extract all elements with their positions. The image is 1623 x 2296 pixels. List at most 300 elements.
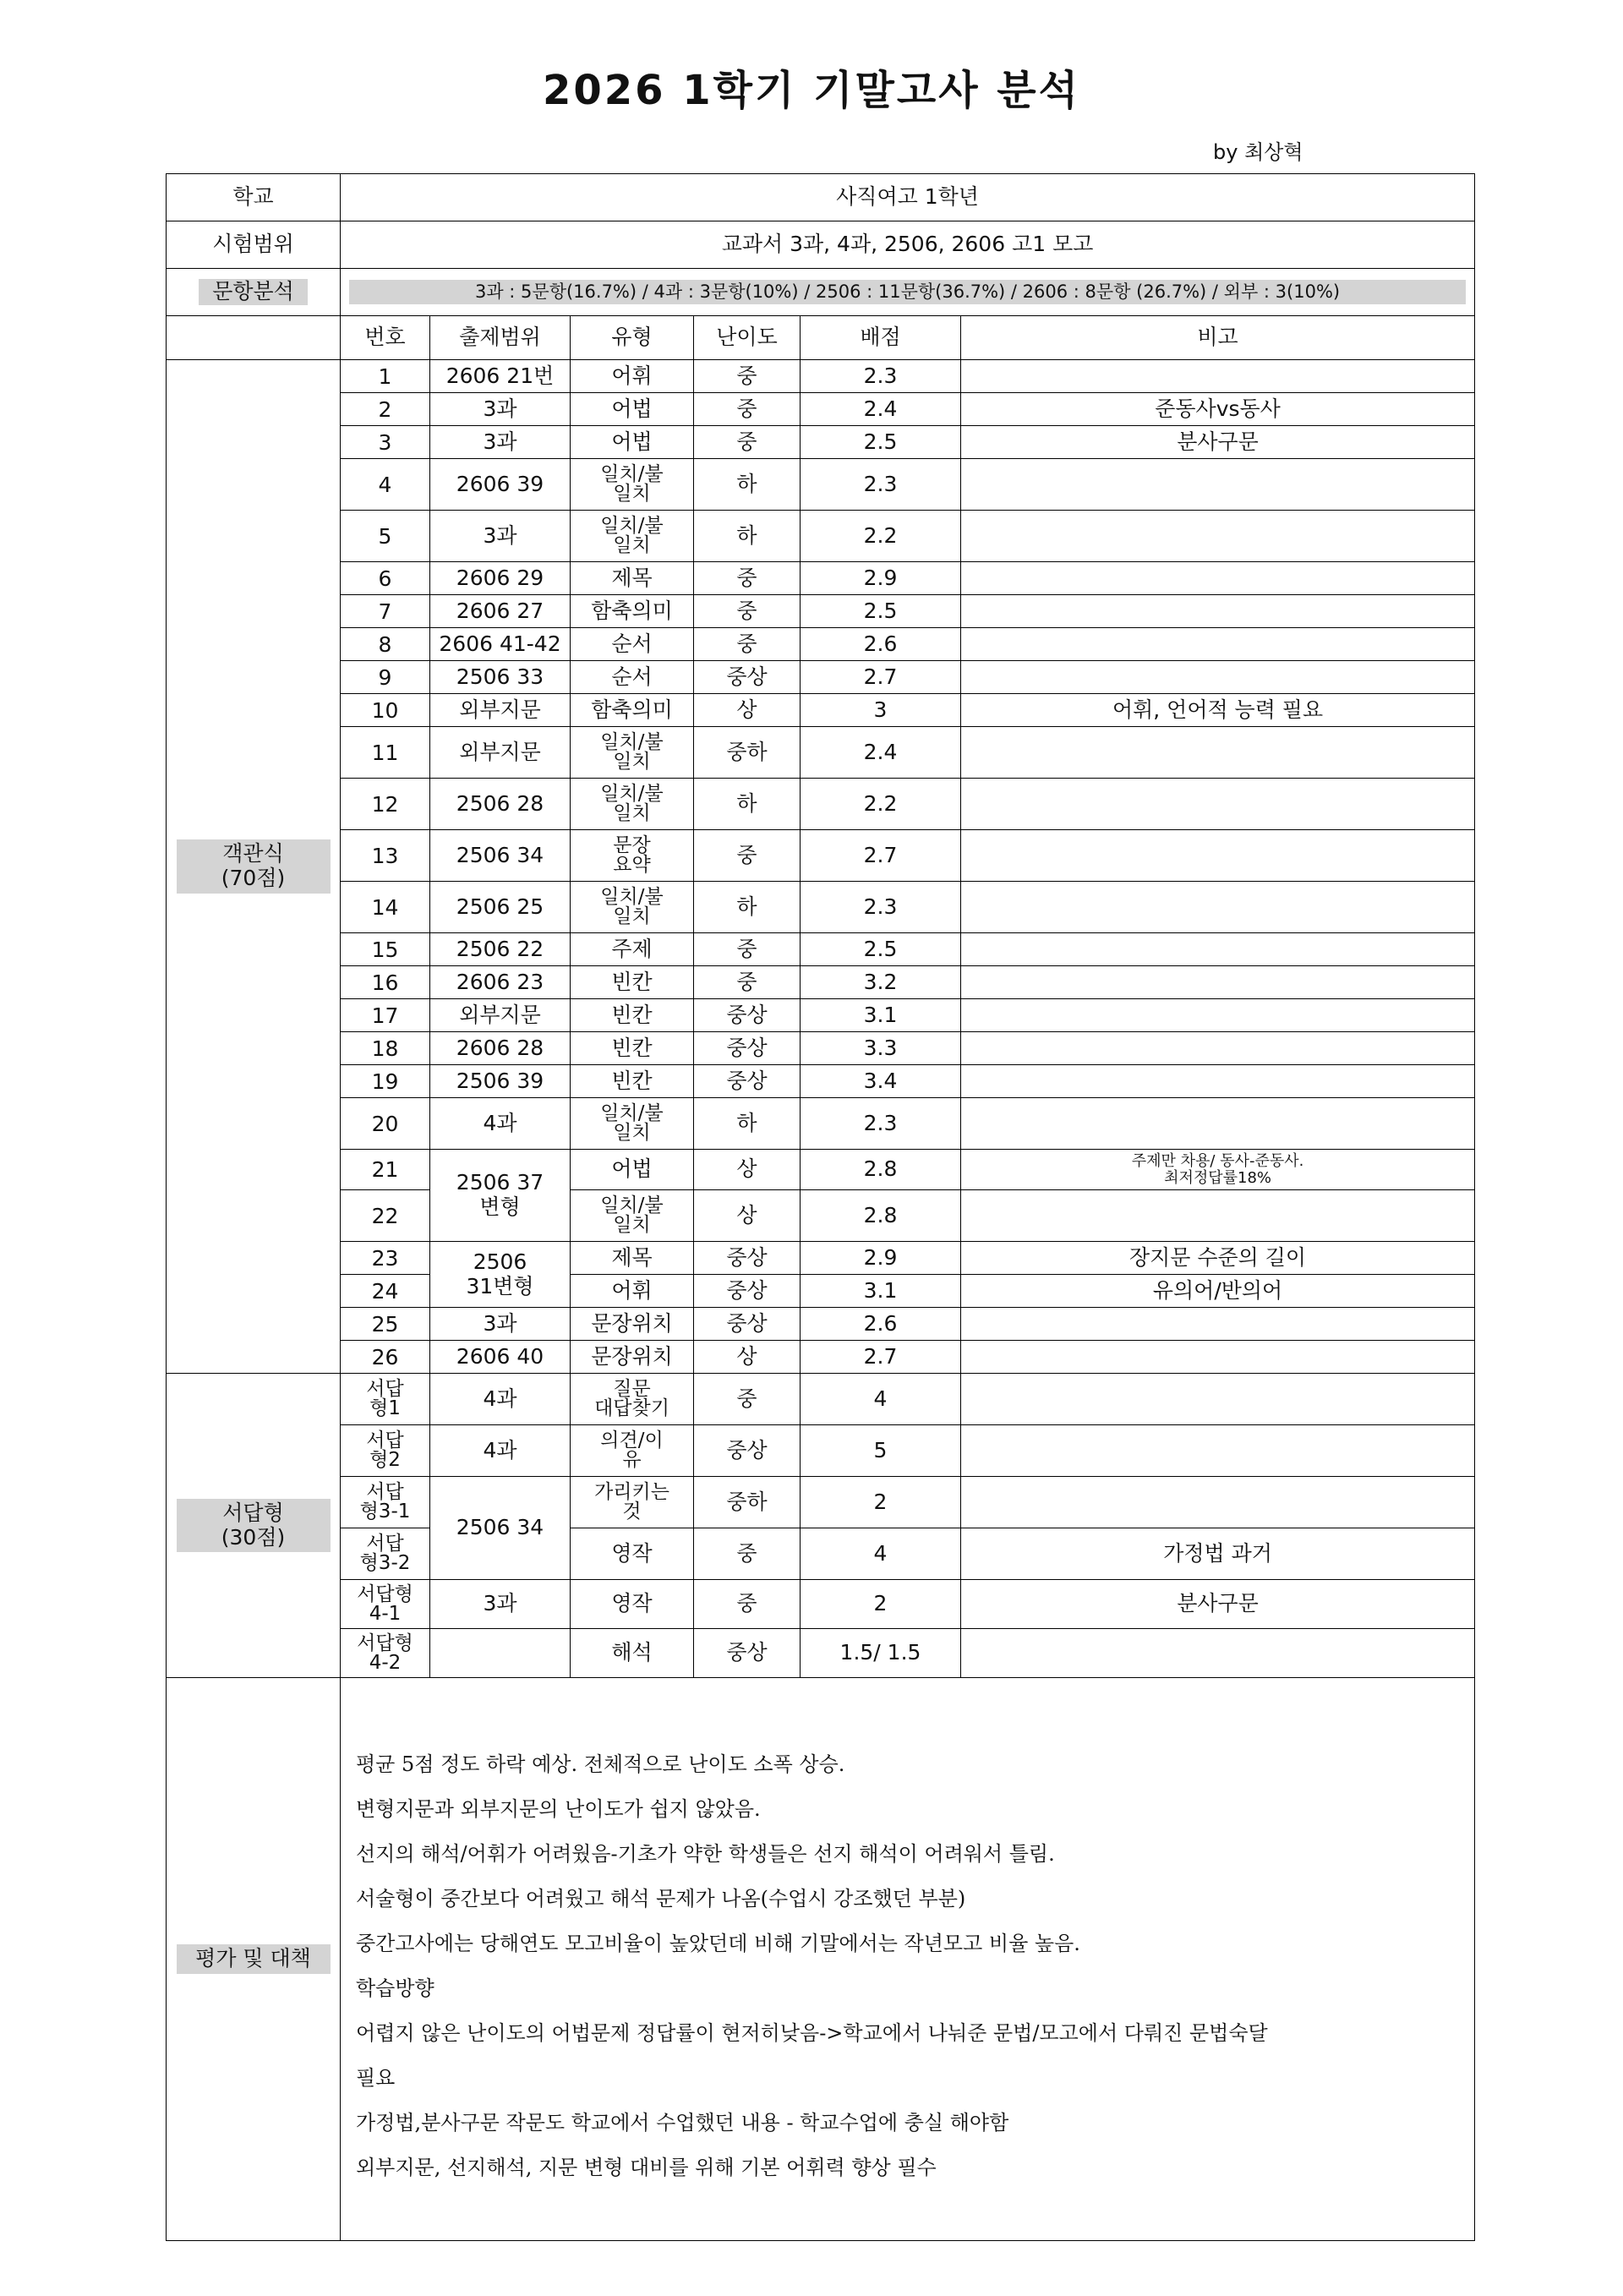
question-number [341,1425,430,1477]
question-range [430,779,571,830]
question-difficulty: 하 [694,511,801,562]
question-difficulty: 중 [694,393,801,426]
question-score: 3.2 [801,966,961,999]
table-row [167,628,1475,661]
question-type [571,1528,694,1580]
question-difficulty: 하 [694,459,801,511]
question-type-text: 어휘 [611,363,653,388]
question-type [571,779,694,830]
question-type-text: 일치/불 일치 [600,463,664,505]
question-type [571,1190,694,1242]
question-number-text: 7 [378,599,392,624]
question-range [430,1477,571,1580]
question-note [961,426,1475,459]
question-note [961,933,1475,966]
question-score: 2.4 [801,393,961,426]
question-range [430,511,571,562]
question-type [571,830,694,882]
table-row [167,1477,1475,1528]
question-number-text: 22 [371,1203,399,1228]
question-type [571,999,694,1032]
question-difficulty: 중상 [694,1308,801,1341]
question-range-text: 2506 31변형 [466,1249,534,1298]
question-type [571,727,694,779]
question-type-text: 빈칸 [611,969,653,994]
question-note [961,1477,1475,1528]
question-range [430,1032,571,1065]
table-row [167,1032,1475,1065]
question-type [571,1098,694,1150]
question-range-text: 2606 28 [456,1035,544,1060]
question-score: 2.3 [801,1098,961,1150]
question-range [430,882,571,933]
question-range-text: 3과 [483,396,517,421]
question-difficulty: 중 [694,628,801,661]
question-range-text: 2506 34 [456,1515,544,1540]
question-range [430,562,571,595]
question-difficulty: 중 [694,830,801,882]
evaluation-text [341,1678,1475,2241]
question-range-text: 4과 [483,1386,517,1411]
question-note [961,1190,1475,1242]
evaluation-row [167,1678,1475,2241]
question-score: 2 [801,1580,961,1629]
question-type [571,426,694,459]
question-number-text: 3 [378,429,392,455]
question-difficulty: 중 [694,562,801,595]
question-range [430,1629,571,1678]
question-type-text: 빈칸 [611,1035,653,1060]
question-range-text: 2606 41-42 [439,631,561,656]
question-type [571,1341,694,1374]
question-type [571,1580,694,1629]
question-type [571,595,694,628]
question-number-text: 9 [378,664,392,690]
question-number-text: 19 [371,1069,399,1094]
question-number [341,1341,430,1374]
question-note [961,882,1475,933]
evaluation-line: 외부지문, 선지해석, 지문 변형 대비를 위해 기본 어휘력 향상 필수 [356,2156,937,2179]
question-type-text: 일치/불 일치 [600,515,664,556]
question-number-text: 서답 형3-2 [359,1533,411,1574]
question-score: 1.5/ 1.5 [801,1629,961,1678]
question-score: 2.8 [801,1150,961,1190]
question-number [341,933,430,966]
evaluation-line: 변형지문과 외부지문의 난이도가 쉽지 않았음. [356,1797,761,1821]
question-number [341,966,430,999]
evaluation-line: 중간고사에는 당해연도 모고비율이 높았던데 비해 기말에서는 작년모고 비율 높음. [356,1932,1080,1955]
question-range-text: 2506 39 [456,1068,544,1093]
table-row [167,426,1475,459]
table-row [167,562,1475,595]
question-range [430,628,571,661]
question-type-text: 문장 요약 [613,834,651,876]
question-difficulty: 중 [694,426,801,459]
question-range-text: 2506 25 [456,894,544,919]
question-difficulty: 중 [694,1580,801,1629]
question-type-text: 문장위치 [591,1343,673,1369]
question-difficulty: 중상 [694,1032,801,1065]
question-difficulty: 상 [694,694,801,727]
question-type [571,694,694,727]
question-difficulty: 중상 [694,1425,801,1477]
question-note [961,1528,1475,1580]
question-range [430,1065,571,1098]
question-type [571,1374,694,1425]
question-type-text: 일치/불 일치 [600,886,664,927]
question-note [961,1150,1475,1190]
question-note-text: 어휘, 언어적 능력 필요 [1112,697,1324,722]
question-number [341,1374,430,1425]
objective-section-label-points: (70점) [221,866,286,890]
question-number-text: 23 [371,1245,399,1271]
question-score: 2.5 [801,426,961,459]
table-row [167,694,1475,727]
question-range-text: 외부지문 [459,739,541,764]
question-score: 3.1 [801,999,961,1032]
question-difficulty: 중 [694,1374,801,1425]
evaluation-line: 선지의 해석/어휘가 어려웠음-기초가 약한 학생들은 선지 해석이 어려워서 틀림. [356,1842,1055,1866]
question-type-text: 어휘 [611,1277,653,1303]
scope-value: 교과서 3과, 4과, 2506, 2606 고1 모고 [341,221,1475,269]
objective-section-label-title: 객관식 [222,841,284,866]
objective-section-label-cell [167,360,341,1374]
question-note [961,595,1475,628]
question-range-text: 4과 [483,1437,517,1462]
question-number-text: 15 [371,937,399,962]
question-note-text: 가정법 과거 [1163,1540,1272,1566]
question-range-text: 3과 [483,522,517,548]
question-type-text: 해석 [611,1640,653,1665]
page-title: 2026 1학기 기말고사 분석 [542,67,1081,114]
question-note [961,1098,1475,1150]
question-note-text: 분사구문 [1177,429,1259,454]
question-score: 2.3 [801,459,961,511]
question-note [961,999,1475,1032]
question-score: 3.3 [801,1032,961,1065]
question-number [341,1098,430,1150]
question-number-text: 13 [371,843,399,868]
question-type-text: 영작 [611,1540,653,1566]
question-type [571,1242,694,1275]
question-number [341,830,430,882]
question-score: 2.7 [801,661,961,694]
question-difficulty: 하 [694,882,801,933]
question-difficulty: 중 [694,360,801,393]
question-difficulty: 중상 [694,999,801,1032]
question-score: 3 [801,694,961,727]
question-note [961,360,1475,393]
question-note [961,727,1475,779]
question-number [341,595,430,628]
evaluation-label-cell [167,1678,341,2241]
table-row [167,360,1475,393]
question-number [341,1242,430,1275]
question-difficulty: 하 [694,779,801,830]
question-type [571,1150,694,1190]
question-range-text: 2506 37 변형 [456,1170,544,1219]
question-score: 5 [801,1425,961,1477]
school-label: 학교 [167,174,341,221]
analysis-label: 문항분석 [199,279,308,304]
question-number-text: 4 [378,472,392,497]
question-difficulty: 중하 [694,1477,801,1528]
question-number [341,1065,430,1098]
question-number [341,694,430,727]
question-number [341,1032,430,1065]
scope-label: 시험범위 [167,221,341,269]
question-score: 2.5 [801,933,961,966]
question-type [571,360,694,393]
question-number-text: 12 [371,791,399,817]
question-difficulty: 중상 [694,1242,801,1275]
question-number [341,426,430,459]
question-range [430,830,571,882]
question-type-text: 제목 [611,1244,653,1270]
question-type-text: 가리키는 것 [594,1481,669,1522]
question-note [961,562,1475,595]
question-number [341,1190,430,1242]
question-range-text: 2606 27 [456,598,544,623]
question-note-text: 준동사vs동사 [1155,396,1281,421]
table-row [167,1629,1475,1678]
table-row [167,966,1475,999]
question-number-text: 5 [378,523,392,549]
question-number [341,882,430,933]
question-type-text: 일치/불 일치 [600,1102,664,1144]
subjective-section-label-points: (30점) [221,1524,286,1550]
question-type [571,1629,694,1678]
question-score: 2.7 [801,1341,961,1374]
question-type [571,459,694,511]
question-number-text: 26 [371,1344,399,1369]
table-row [167,1190,1475,1242]
question-number [341,360,430,393]
question-score: 4 [801,1528,961,1580]
question-type-text: 일치/불 일치 [600,731,664,773]
table-row [167,1374,1475,1425]
table-row [167,393,1475,426]
question-difficulty: 중상 [694,1275,801,1308]
question-range [430,1308,571,1341]
question-difficulty: 중상 [694,1065,801,1098]
question-range-text: 3과 [483,1591,517,1616]
table-row [167,999,1475,1032]
question-note [961,1032,1475,1065]
table-row [167,1275,1475,1308]
question-range [430,694,571,727]
question-type [571,562,694,595]
question-score: 4 [801,1374,961,1425]
question-type-text: 제목 [611,565,653,590]
question-type-text: 순서 [611,664,653,689]
question-type-text: 어법 [611,396,653,421]
question-score: 2.2 [801,511,961,562]
question-number [341,459,430,511]
question-note [961,694,1475,727]
table-row [167,459,1475,511]
question-range [430,1150,571,1242]
question-number [341,628,430,661]
question-range-text: 2506 28 [456,790,544,816]
table-row [167,1065,1475,1098]
question-number [341,1580,430,1629]
question-difficulty: 중하 [694,727,801,779]
question-type-text: 문장위치 [591,1310,673,1336]
question-note [961,1275,1475,1308]
question-type-text: 질문 대답찾기 [594,1378,669,1419]
question-note [961,966,1475,999]
question-range-text: 3과 [483,1310,517,1336]
question-difficulty: 중 [694,1528,801,1580]
question-range-text: 2606 29 [456,565,544,590]
question-difficulty: 중 [694,595,801,628]
question-range-text: 2506 33 [456,664,544,689]
header-type: 유형 [571,316,694,360]
table-row [167,1308,1475,1341]
question-note [961,511,1475,562]
question-number-text: 17 [371,1003,399,1028]
question-range-text: 2606 21번 [445,363,555,388]
table-row [167,830,1475,882]
analysis-table [166,173,1475,2241]
question-note [961,628,1475,661]
question-note [961,1065,1475,1098]
question-number [341,999,430,1032]
question-range [430,661,571,694]
question-note [961,1629,1475,1678]
question-range-text: 2506 22 [456,936,544,961]
question-number [341,1528,430,1580]
question-range [430,966,571,999]
question-score: 2.3 [801,360,961,393]
question-difficulty: 상 [694,1150,801,1190]
subjective-section-label [177,1499,331,1553]
question-difficulty: 중상 [694,1629,801,1678]
question-difficulty: 중 [694,933,801,966]
table-row [167,727,1475,779]
question-type [571,1065,694,1098]
question-score: 2.3 [801,882,961,933]
question-range-text: 2506 34 [456,842,544,867]
table-row [167,1242,1475,1275]
question-number-text: 서답 형1 [366,1378,404,1419]
table-row [167,1098,1475,1150]
evaluation-line: 학습방향 [356,1976,434,2000]
question-number [341,1308,430,1341]
question-range [430,1341,571,1374]
header-difficulty: 난이도 [694,316,801,360]
table-row [167,933,1475,966]
header-range: 출제범위 [430,316,571,360]
question-score: 2.7 [801,830,961,882]
question-range [430,1098,571,1150]
question-number-text: 16 [371,970,399,995]
question-score: 2.9 [801,562,961,595]
question-note [961,459,1475,511]
subjective-section-label-cell [167,1374,341,1678]
question-note [961,779,1475,830]
question-difficulty: 중 [694,966,801,999]
evaluation-line: 어렵지 않은 난이도의 어법문제 정답률이 현저히낮음->학교에서 나눠준 문법/모고에서 다뤄진 문법숙달 [356,2021,1268,2045]
question-range-text: 외부지문 [459,1002,541,1027]
question-type-text: 빈칸 [611,1002,653,1027]
question-range-text: 4과 [483,1110,517,1135]
question-note [961,1308,1475,1341]
question-difficulty: 상 [694,1190,801,1242]
question-type [571,933,694,966]
question-difficulty: 상 [694,1341,801,1374]
question-number-text: 20 [371,1111,399,1136]
question-score: 2.4 [801,727,961,779]
question-difficulty: 중상 [694,661,801,694]
header-score: 배점 [801,316,961,360]
question-number-text: 10 [371,697,399,723]
table-row [167,1150,1475,1190]
question-range [430,727,571,779]
question-number [341,779,430,830]
table-row [167,882,1475,933]
question-score: 3.4 [801,1065,961,1098]
question-number-text: 8 [378,631,392,657]
question-note [961,393,1475,426]
question-number-text: 24 [371,1278,399,1304]
question-type-text: 영작 [611,1591,653,1616]
question-type [571,628,694,661]
question-number [341,511,430,562]
question-number-text: 1 [378,364,392,389]
question-difficulty: 하 [694,1098,801,1150]
question-type-text: 일치/불 일치 [600,1194,664,1236]
question-type [571,882,694,933]
table-row [167,1425,1475,1477]
question-range [430,1580,571,1629]
question-number-text: 6 [378,566,392,591]
question-range [430,1374,571,1425]
question-type-text: 어법 [611,429,653,454]
analysis-value: 3과 : 5문항(16.7%) / 4과 : 3문항(10%) / 2506 : 11문항(36.7%) / 2606 : 8문항 (26.7%) / 외부 : 3(10%) [349,280,1466,303]
question-score: 2.6 [801,628,961,661]
question-type [571,1425,694,1477]
author: by 최상혁 [1213,140,1303,164]
question-note [961,1425,1475,1477]
question-note [961,1580,1475,1629]
question-note-text: 분사구문 [1177,1591,1259,1616]
subjective-section-label-title: 서답형 [222,1500,284,1525]
question-note-text: 장지문 수준의 길이 [1128,1244,1307,1270]
analysis-value-cell [341,269,1475,316]
question-note [961,1374,1475,1425]
question-number-text: 21 [371,1157,399,1182]
question-note [961,830,1475,882]
question-number [341,1275,430,1308]
question-number-text: 2 [378,396,392,422]
evaluation-line: 필요 [356,2066,396,2090]
question-score: 3.1 [801,1275,961,1308]
question-type [571,1308,694,1341]
question-number [341,562,430,595]
question-type [571,966,694,999]
question-note [961,661,1475,694]
question-range [430,999,571,1032]
question-type [571,1275,694,1308]
question-range [430,459,571,511]
question-range-text: 외부지문 [459,697,541,722]
question-number [341,727,430,779]
table-row [167,1341,1475,1374]
question-note-text: 유의어/반의어 [1152,1277,1283,1303]
question-number [341,1629,430,1678]
